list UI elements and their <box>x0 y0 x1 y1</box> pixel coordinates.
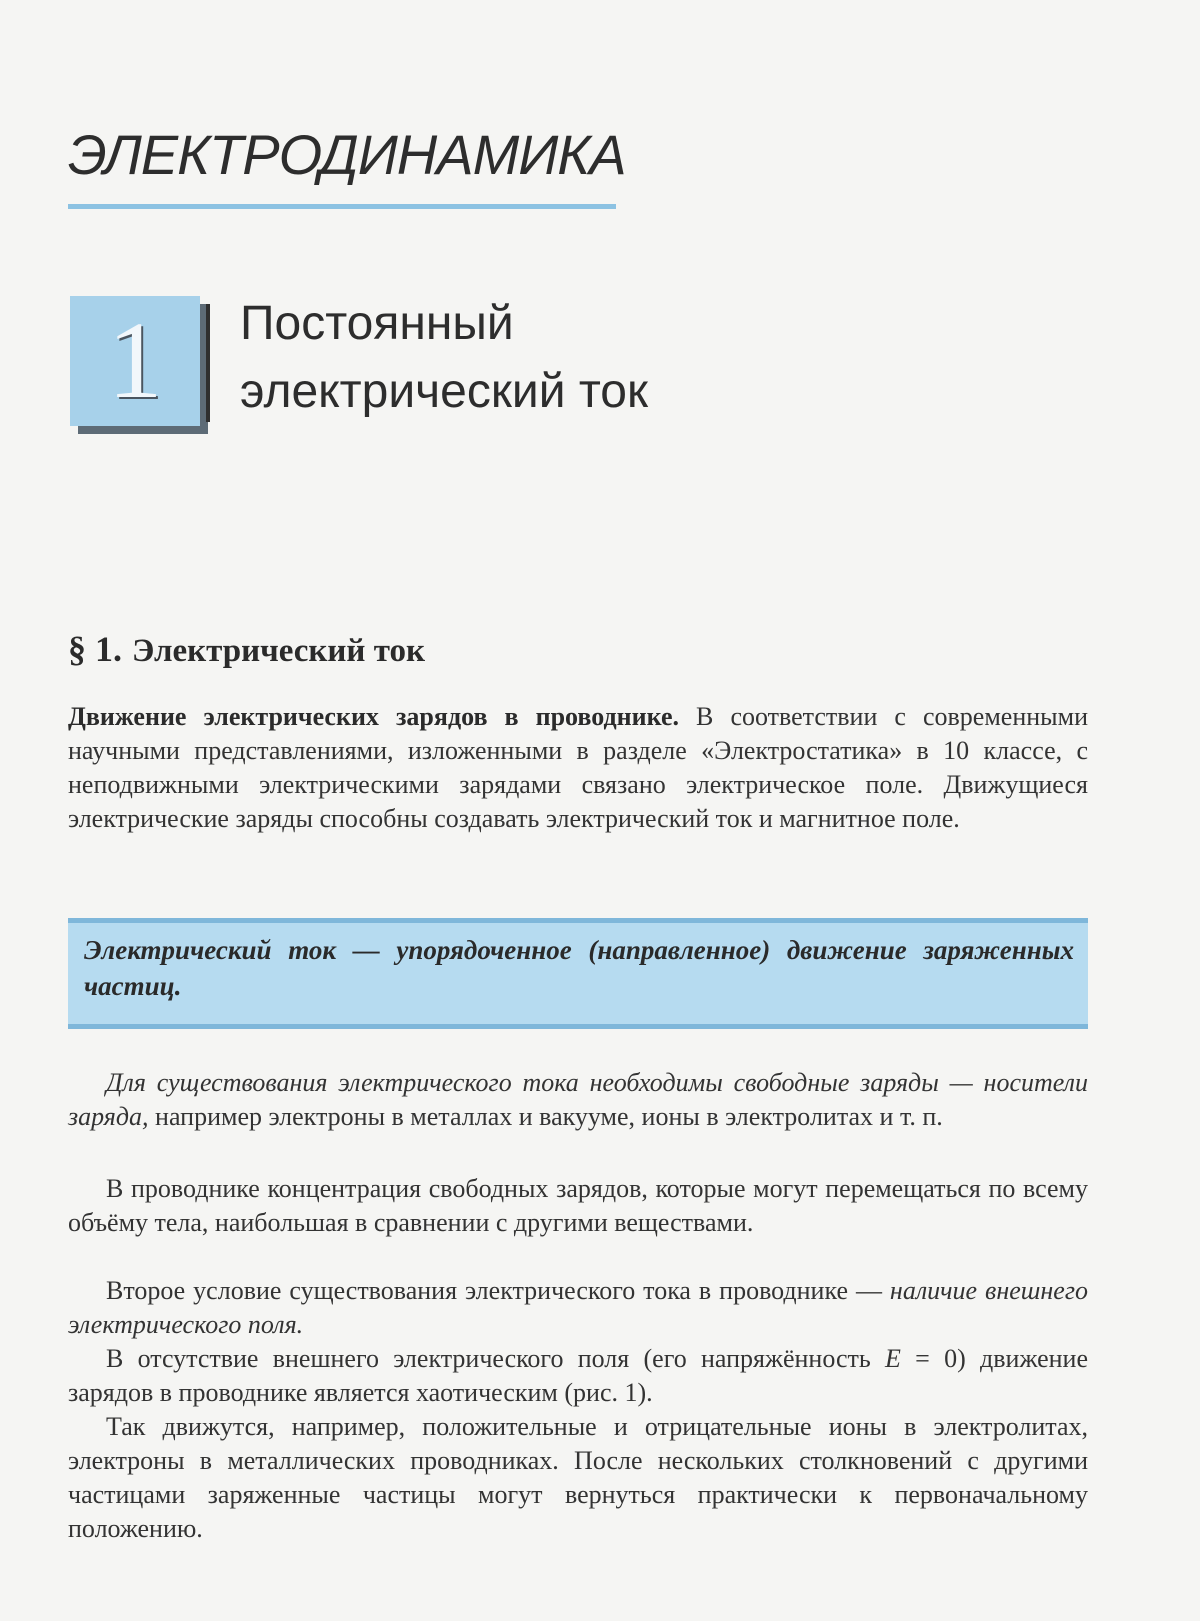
paragraph-free-charges <box>68 1066 1088 1134</box>
field-symbol: E <box>885 1344 901 1373</box>
chapter-number-box <box>70 296 200 426</box>
chapter-title-line-2: электрический ток <box>240 365 648 418</box>
chapter-divider <box>206 304 210 422</box>
free-charges-italic: Для существования электрического тока необходимы свободные заряды — носители заряда, <box>68 1068 1088 1131</box>
ions-motion-text: Так движутся, например, положительные и отрицательные ионы в электролитах, электроны в металлических проводниках. После нескольких столкновений с другими частицами заряженные частицы могут вернуться практически к первоначальному положению. <box>68 1412 1088 1543</box>
paragraph-heading <box>68 628 425 670</box>
second-condition-body: Второе условие существования электрического тока в проводнике — <box>106 1276 890 1305</box>
chapter-title <box>240 290 648 426</box>
definition-text: Электрический ток — упорядоченное (направленное) движение заряженных частиц. <box>84 935 1074 1001</box>
paragraph-chaotic-motion <box>68 1342 1088 1410</box>
intro-body: В соответствии с современными научными представлениями, изложенными в разделе «Электростатика» в 10 классе, с неподвижными электрическими зарядами связано электрическое поле. Движущиеся электрические заряды способны создавать электрический ток и магнитное поле. <box>68 702 1088 833</box>
definition-rule-bottom <box>68 1024 1088 1029</box>
paragraph-sign: § 1. <box>68 629 122 669</box>
paragraph-concentration <box>68 1172 1088 1240</box>
concentration-text: В проводнике концентрация свободных зарядов, которые могут перемещаться по всему объёму тела, наибольшая в сравнении с другими веществами. <box>68 1174 1088 1237</box>
second-condition-italic: наличие внешнего электрического поля. <box>68 1276 1088 1339</box>
section-title: ЭЛЕКТРОДИНАМИКА <box>68 123 626 186</box>
paragraph-second-condition <box>68 1274 1088 1342</box>
chapter-title-line-1: Постоянный <box>240 297 514 350</box>
chapter-number: 1 <box>107 299 163 421</box>
section-title-underline <box>68 204 616 209</box>
free-charges-body: например электроны в металлах и вакууме, ионы в электролитах и т. п. <box>148 1102 943 1131</box>
intro-paragraph <box>68 700 1088 836</box>
chaotic-motion-a: В отсутствие внешнего электрического поля (его напряжённость <box>106 1344 885 1373</box>
paragraph-ions-motion <box>68 1410 1088 1546</box>
intro-lead: Движение электрических зарядов в проводнике. <box>68 702 680 731</box>
paragraph-title: Электрический ток <box>132 633 425 669</box>
definition-rule-top <box>68 918 1088 923</box>
chaotic-motion-b: = 0) движение зарядов в проводнике является хаотическим (рис. 1). <box>68 1344 1088 1407</box>
